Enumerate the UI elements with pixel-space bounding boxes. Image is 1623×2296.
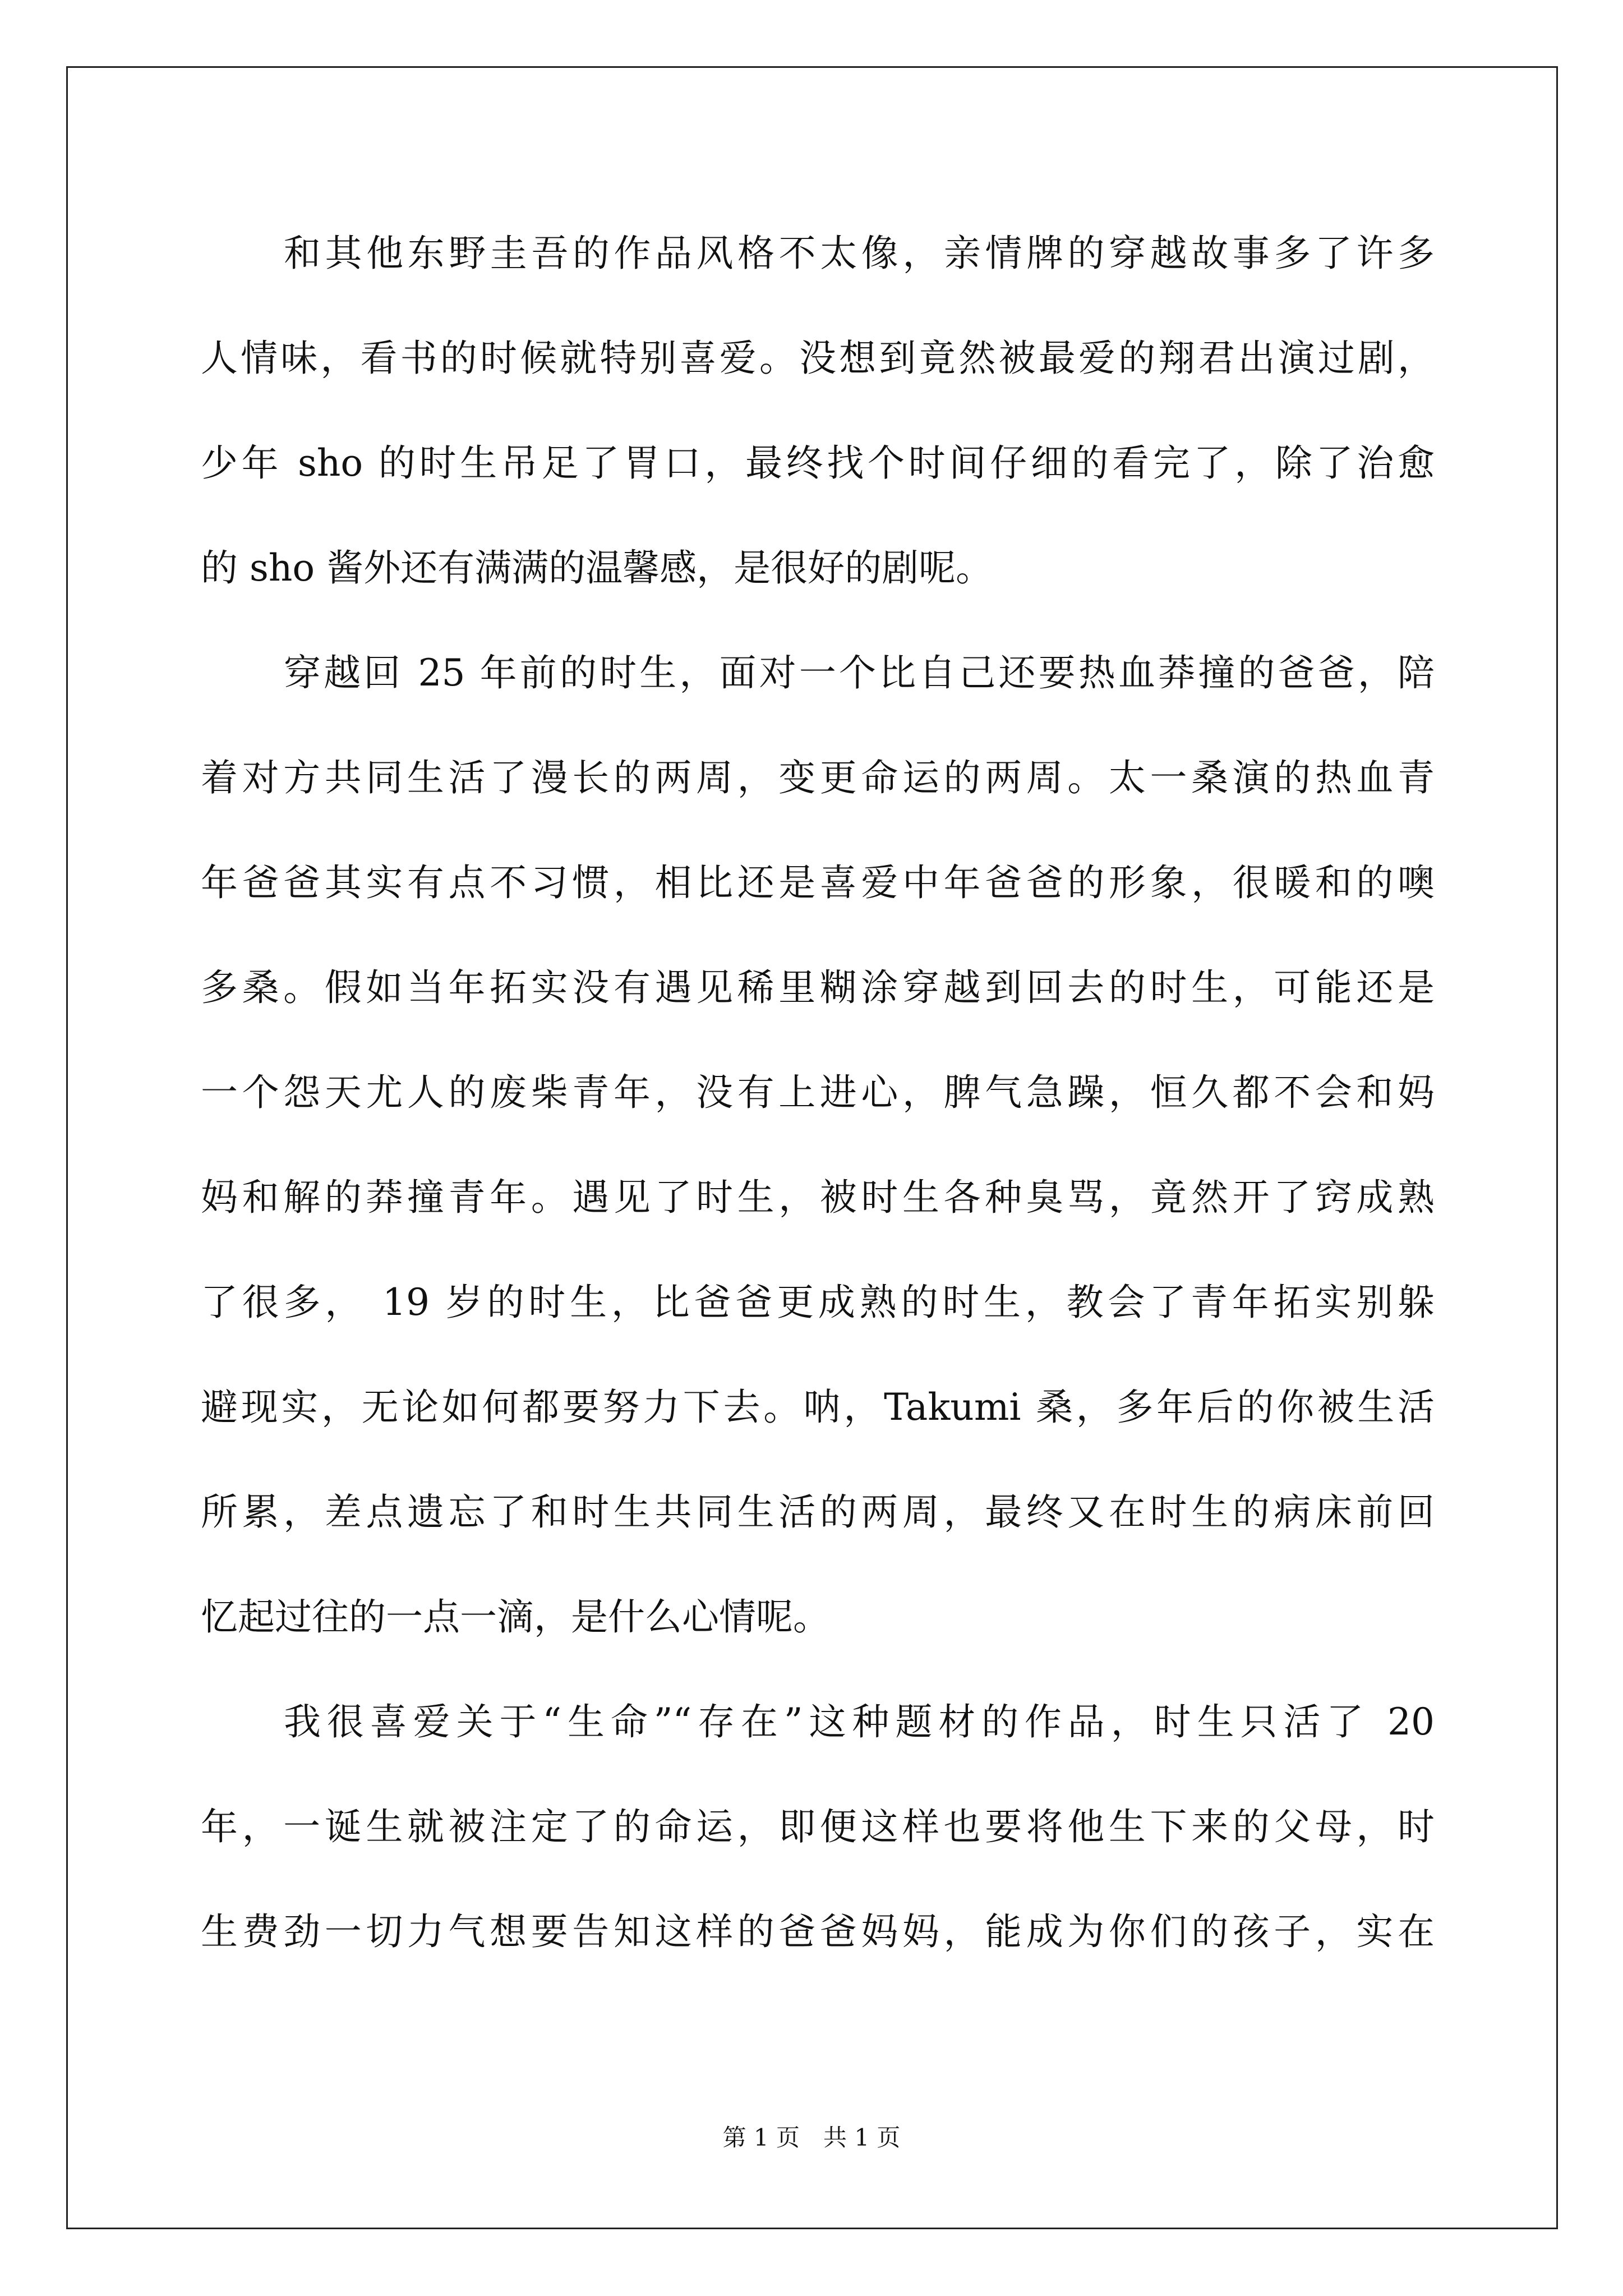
text-line: 多桑。假如当年拓实没有遇见稀里糊涂穿越到回去的时生，可能还是 (201, 966, 1435, 1009)
text-line: 妈和解的莽撞青年。遇见了时生，被时生各种臭骂，竟然开了窍成熟 (201, 1176, 1435, 1219)
page-number-label: 第 1 页 共 1 页 (722, 2124, 901, 2151)
document-body (201, 201, 1435, 1984)
text-line: 穿越回 25 年前的时生，面对一个比自己还要热血莽撞的爸爸，陪 (284, 651, 1435, 694)
paragraph-1 (201, 201, 1435, 620)
text-line: 避现实，无论如何都要努力下去。呐，Takumi 桑，多年后的你被生活 (201, 1386, 1435, 1429)
text-line: 少年 sho 的时生吊足了胃口，最终找个时间仔细的看完了，除了治愈 (201, 441, 1435, 485)
text-line: 年，一诞生就被注定了的命运，即便这样也要将他生下来的父母，时 (201, 1805, 1435, 1848)
text-line: 忆起过往的一点一滴，是什么心情呢。 (201, 1595, 830, 1639)
text-line: 我很喜爱关于“生命”“存在”这种题材的作品，时生只活了 20 (284, 1700, 1435, 1743)
paragraph-3 (201, 1669, 1435, 1984)
text-line: 生费劲一切力气想要告知这样的爸爸妈妈，能成为你们的孩子，实在 (201, 1910, 1435, 1953)
text-line: 人情味，看书的时候就特别喜爱。没想到竟然被最爱的翔君出演过剧， (201, 337, 1435, 380)
paragraph-2 (201, 620, 1435, 1669)
page-footer (0, 2119, 1623, 2153)
text-line: 了很多， 19 岁的时生，比爸爸更成熟的时生，教会了青年拓实别躲 (201, 1281, 1435, 1324)
text-line: 一个怨天尤人的废柴青年，没有上进心，脾气急躁，恒久都不会和妈 (201, 1071, 1435, 1114)
text-line: 所累，差点遗忘了和时生共同生活的两周，最终又在时生的病床前回 (201, 1490, 1435, 1534)
text-line: 的 sho 酱外还有满满的温馨感，是很好的剧呢。 (201, 546, 993, 590)
text-line: 着对方共同生活了漫长的两周，变更命运的两周。太一桑演的热血青 (201, 756, 1435, 799)
text-line: 年爸爸其实有点不习惯，相比还是喜爱中年爸爸的形象，很暖和的噢 (201, 861, 1435, 904)
text-line: 和其他东野圭吾的作品风格不太像，亲情牌的穿越故事多了许多 (284, 232, 1435, 275)
